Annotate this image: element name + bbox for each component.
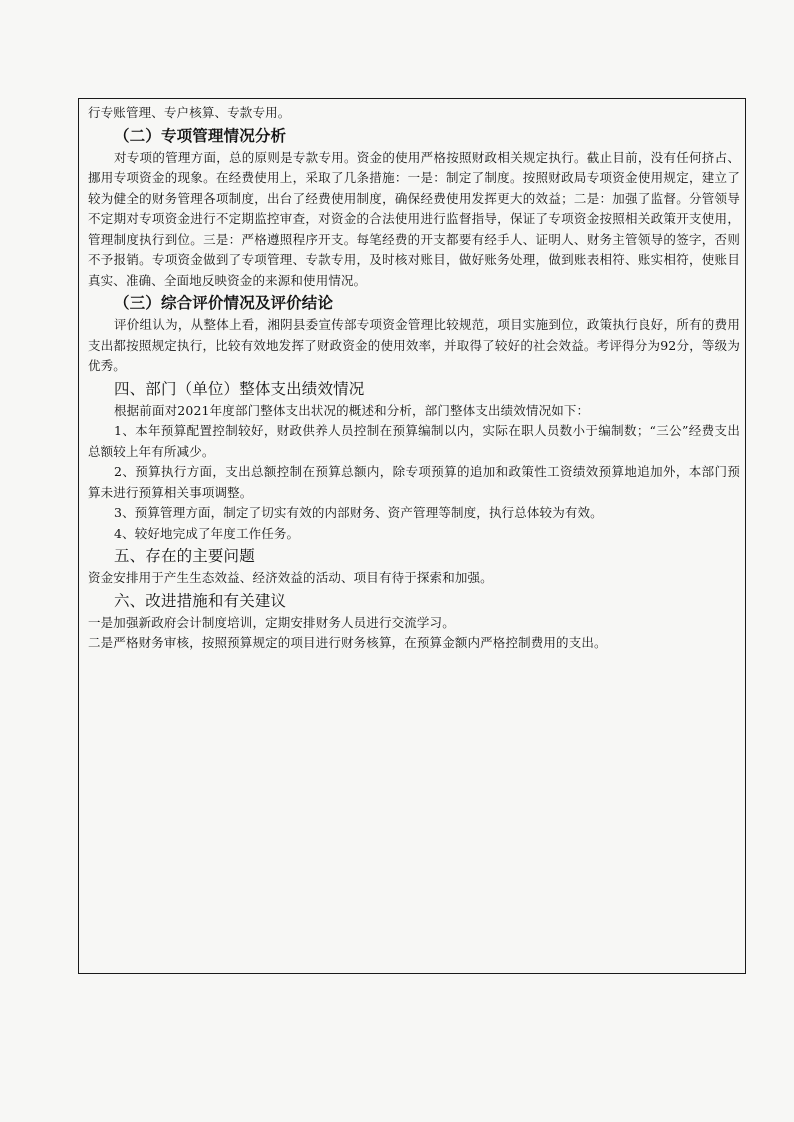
section-2-heading: （二）专项管理情况分析 [114,126,287,145]
section-6-heading: 六、改进措施和有关建议 [114,591,287,610]
section-4-item-2: 2、预算执行方面，支出总额控制在预算总额内，除专项预算的追加和政策性工资绩效预算地追加外，本部门预算未进行预算相关事项调整。 [88,464,740,500]
section-4-item-3: 3、预算管理方面，制定了切实有效的内部财务、资产管理等制度，执行总体较为有效。 [114,505,603,520]
section-2-paragraph: 对专项的管理方面，总的原则是专款专用。资金的使用严格按照财政相关规定执行。截止目前，没有任何挤占、挪用专项资金的现象。在经费使用上，采取了几条措施：一是：制定了制度。按照财政局专项资金使用规定，建立了较为健全的财务管理各项制度，出台了经费使用制度，确保经费使用发挥更大的效益；二是：加强了监督。分管领导不定期对专项资金进行不定期监控审查，对资金的合法使用进行监督指导，保证了专项资金按照相关政策开支使用，管理制度执行到位。三是：严格遵照程序开支。每笔经费的开支都要有经手人、证明人、财务主管领导的签字，否则不予报销。专项资金做到了专项管理、专款专用，及时核对账目，做好账务处理，做到账表相符、账实相符，使账目真实、准确、全面地反映资金的来源和使用情况。 [88,149,740,288]
section-4-item-1: 1、本年预算配置控制较好，财政供养人员控制在预算编制以内，实际在职人员数小于编制数；“三公”经费支出总额较上年有所减少。 [88,423,740,459]
document-body [88,103,740,654]
section-5-paragraph: 资金安排用于产生生态效益、经济效益的活动、项目有待于探索和加强。 [88,570,493,585]
section-4-heading: 四、部门（单位）整体支出绩效情况 [114,379,365,398]
continuation-line: 行专账管理、专户核算、专款专用。 [88,105,291,120]
section-4-item-4: 4、较好地完成了年度工作任务。 [114,525,300,541]
section-6-item-2: 二是严格财务审核，按照预算规定的项目进行财务核算，在预算金额内严格控制费用的支出。 [88,635,607,650]
section-3-paragraph: 评价组认为，从整体上看，湘阴县委宣传部专项资金管理比较规范，项目实施到位，政策执行良好，所有的费用支出都按照规定执行，比较有效地发挥了财政资金的使用效率，并取得了较好的社会效益。考评得分为92分，等级为优秀。 [88,317,740,373]
section-5-heading: 五、存在的主要问题 [114,547,255,565]
section-6-item-1: 一是加强新政府会计制度培训，定期安排财务人员进行交流学习。 [88,614,455,630]
section-3-heading: （三）综合评价情况及评价结论 [114,294,334,312]
section-4-intro: 根据前面对2021年度部门整体支出状况的概述和分析，部门整体支出绩效情况如下： [114,402,590,418]
